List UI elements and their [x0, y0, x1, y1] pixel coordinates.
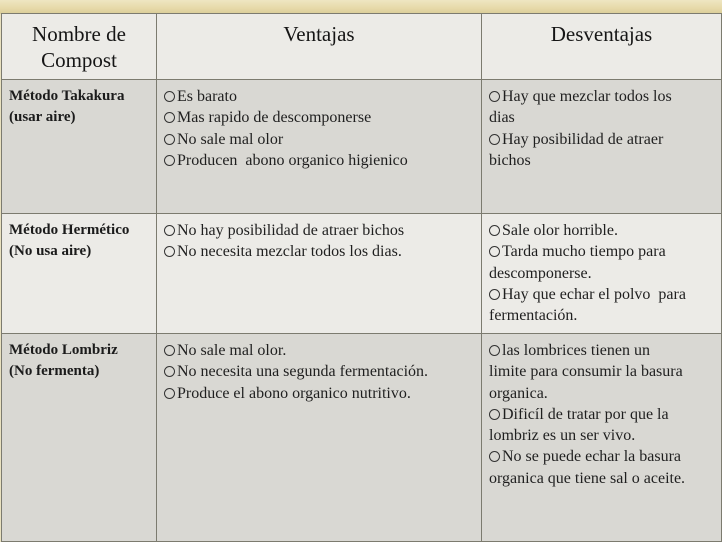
method-note: (usar aire): [9, 109, 76, 125]
table-row-hermetico: [2, 214, 722, 334]
circle-bullet-icon: [164, 155, 175, 166]
circle-bullet-icon: [164, 388, 175, 399]
list-item: las lombrices tienen un limite para consumir la basura organica.: [489, 342, 683, 402]
ventajas-cell: [157, 334, 482, 542]
method-name: Método Lombriz: [9, 342, 118, 358]
list-item: No sale mal olor: [164, 129, 477, 150]
circle-bullet-icon: [164, 246, 175, 257]
method-note: (No usa aire): [9, 243, 92, 259]
header-nombre-line-2: Compost: [41, 48, 117, 72]
method-name-cell: [2, 334, 157, 542]
method-name: Método Takakura: [9, 88, 125, 104]
circle-bullet-icon: [489, 289, 500, 300]
parchment-header-strip: [0, 0, 722, 14]
list-item: Producen abono organico higienico: [164, 150, 477, 171]
list-item: Hay que echar el polvo para fermentación.: [489, 285, 686, 325]
header-nombre-line-1: Nombre de: [32, 22, 126, 46]
list-item: No se puede echar la basura organica que tiene sal o aceite.: [489, 448, 686, 487]
circle-bullet-icon: [489, 451, 500, 462]
circle-bullet-icon: [164, 112, 175, 123]
desventajas-cell: [482, 80, 722, 214]
list-item: Produce el abono organico nutritivo.: [164, 383, 477, 404]
table-row-lombriz: [2, 334, 722, 542]
circle-bullet-icon: [489, 91, 500, 102]
circle-bullet-icon: [164, 91, 175, 102]
circle-bullet-icon: [489, 134, 500, 145]
ventajas-cell: [157, 80, 482, 214]
list-item: No necesita mezclar todos los dias.: [164, 241, 477, 262]
header-nombre-compost: [2, 14, 157, 80]
desventajas-cell: [482, 334, 722, 542]
list-item: No necesita una segunda fermentación.: [164, 361, 477, 382]
circle-bullet-icon: [164, 225, 175, 236]
circle-bullet-icon: [489, 409, 500, 420]
circle-bullet-icon: [164, 134, 175, 145]
method-name: Método Hermético: [9, 222, 130, 238]
list-item: No hay posibilidad de atraer bichos: [164, 220, 477, 241]
list-item: Hay posibilidad de atraer bichos: [489, 130, 664, 169]
list-item: Dificíl de tratar por que la lombriz es un ser vivo.: [489, 405, 669, 445]
circle-bullet-icon: [489, 345, 500, 356]
list-item: Sale olor horrible.: [489, 220, 717, 241]
circle-bullet-icon: [164, 366, 175, 377]
list-item: Tarda mucho tiempo para descomponerse.: [489, 243, 666, 282]
circle-bullet-icon: [489, 246, 500, 257]
method-name-cell: [2, 214, 157, 334]
desventajas-cell: [482, 214, 722, 334]
list-item: Mas rapido de descomponerse: [164, 107, 477, 128]
method-note: (No fermenta): [9, 363, 100, 379]
list-item: Hay que mezclar todos los dias: [489, 88, 672, 127]
method-name-cell: [2, 80, 157, 214]
header-ventajas: Ventajas: [157, 14, 482, 80]
list-item: No sale mal olor.: [164, 340, 477, 361]
table-row-takakura: [2, 80, 722, 214]
header-row: [2, 14, 722, 80]
list-item: Es barato: [164, 86, 477, 107]
ventajas-cell: [157, 214, 482, 334]
header-desventajas: Desventajas: [482, 14, 722, 80]
compost-comparison-table: [1, 13, 722, 542]
circle-bullet-icon: [164, 345, 175, 356]
circle-bullet-icon: [489, 225, 500, 236]
